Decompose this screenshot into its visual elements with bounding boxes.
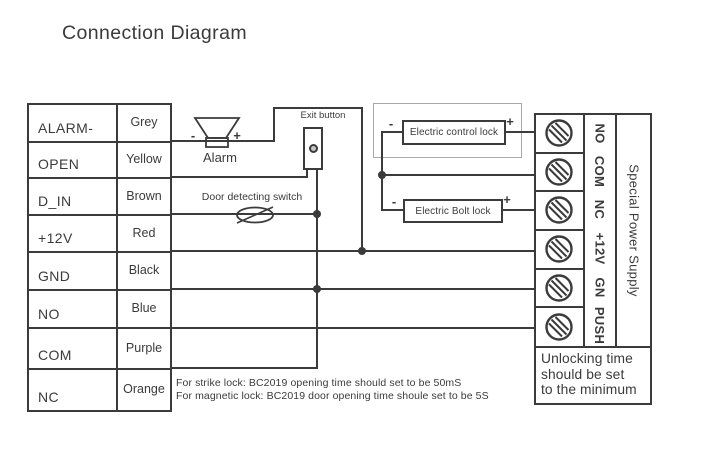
alarm-plus-sign: + <box>233 128 241 143</box>
terminal-label-no: NO <box>592 123 608 144</box>
pin-label: ALARM- <box>29 105 118 143</box>
exit-button-label: Exit button <box>300 110 346 121</box>
terminal-label-com: COM <box>592 155 608 188</box>
page-title: Connection Diagram <box>62 22 247 44</box>
electric-control-lock <box>402 120 506 145</box>
door-switch-label: Door detecting switch <box>201 191 303 203</box>
control-lock-plus-sign: + <box>506 114 514 129</box>
pin-label: GND <box>29 253 118 291</box>
pin-label: OPEN <box>29 143 118 179</box>
junction-dot-lock-minus <box>378 171 386 179</box>
bolt-lock-minus-sign: - <box>391 194 397 209</box>
strike-lock-note: For strike lock: BC2019 opening time should set to be 50mS <box>176 377 462 389</box>
wire-color-label: Orange <box>123 382 165 396</box>
screw-cell-divider <box>534 190 585 192</box>
wire-gnd-to-gn <box>172 288 535 290</box>
screw-terminal-icon <box>544 157 574 187</box>
control-lock-minus-sign: - <box>388 116 394 131</box>
junction-dot-gnd <box>313 285 321 293</box>
timing-notes <box>176 377 532 403</box>
terminal-label-nc: NC <box>592 199 608 220</box>
screw-terminal-icon <box>544 118 574 148</box>
wire-open <box>172 176 308 178</box>
wire-locks-to-com <box>381 174 535 176</box>
wire-control-lock-minus <box>381 131 403 133</box>
pin-label: NC <box>29 370 118 410</box>
screw-cell-divider <box>534 268 585 270</box>
screw-terminal-icon <box>544 312 574 342</box>
exit-button-circle-icon <box>309 144 318 153</box>
wire-alarm-riser <box>273 107 275 142</box>
unlock-note-line: to the minimum <box>541 382 637 398</box>
wire-color-label: Black <box>118 253 170 291</box>
electric-bolt-lock-label: Electric Bolt lock <box>415 205 491 217</box>
wire-color-label: Purple <box>118 329 170 370</box>
unlock-note-line: Unlocking time <box>541 351 633 366</box>
wire-control-lock-plus <box>506 131 535 133</box>
alarm-minus-sign: - <box>190 128 196 143</box>
terminal-label-gn: GN <box>592 277 608 298</box>
unlock-time-note <box>534 346 652 405</box>
wire-color-label: Brown <box>118 179 170 216</box>
junction-dot-12v <box>358 247 366 255</box>
wire-alarm-top-run <box>273 107 363 109</box>
screw-terminal-icon <box>544 195 574 225</box>
wire-com <box>172 367 318 369</box>
wire-alarm-drop-to-12v <box>361 107 363 252</box>
electric-bolt-lock <box>403 199 503 223</box>
door-switch-icon <box>233 203 279 229</box>
terminal-label-12v: +12V <box>592 232 608 265</box>
bolt-lock-plus-sign: + <box>503 192 511 207</box>
magnetic-lock-note: For magnetic lock: BC2019 door opening time shoule set to be 5S <box>176 389 489 402</box>
wire-12v <box>172 250 535 252</box>
terminal-label-push: PUSH <box>592 306 608 345</box>
screw-cell-divider <box>534 229 585 231</box>
alarm-label: Alarm <box>203 150 237 165</box>
pin-label: NO <box>29 291 118 329</box>
wire-bolt-lock-plus <box>502 209 535 211</box>
wire-color-label: Grey <box>118 105 170 143</box>
screw-terminal-icon <box>544 234 574 264</box>
unlock-note-line: should be set <box>541 366 625 382</box>
wire-color-label: Yellow <box>118 143 170 179</box>
wire-bolt-lock-minus <box>381 209 404 211</box>
wiring-table <box>27 103 172 412</box>
pin-label: +12V <box>29 216 118 253</box>
wire-color-label: Red <box>118 216 170 253</box>
electric-control-lock-label: Electric control lock <box>409 127 499 138</box>
special-power-supply-label: Special Power Supply <box>627 164 642 297</box>
screw-terminal-icon <box>544 273 574 303</box>
wire-color-label: Blue <box>118 291 170 329</box>
pin-label: COM <box>29 329 118 370</box>
screw-cell-divider <box>534 152 585 154</box>
wire-no-to-push <box>172 327 535 329</box>
pin-label: D_IN <box>29 179 118 216</box>
junction-dot-d-in <box>313 210 321 218</box>
screw-cell-divider <box>534 306 585 308</box>
